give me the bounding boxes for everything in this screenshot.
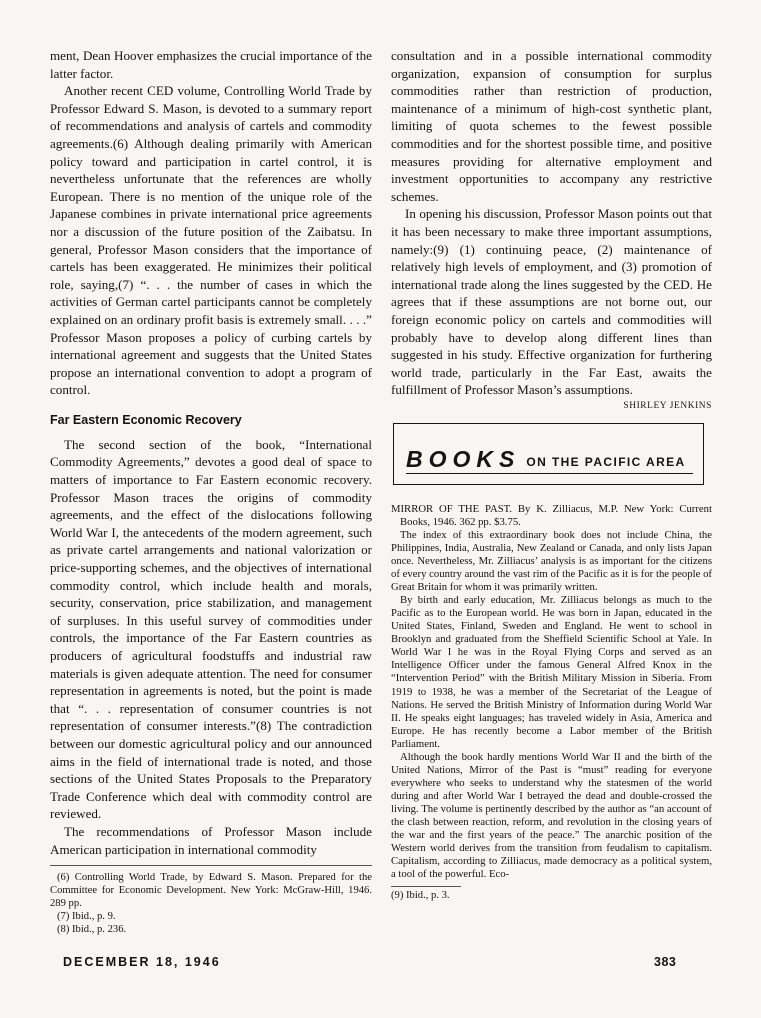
books-banner-inner — [406, 434, 693, 474]
footer-date: DECEMBER 18, 1946 — [63, 955, 221, 969]
footnote-text: (9) Ibid., p. 3. — [391, 890, 450, 902]
left-column — [50, 47, 372, 936]
section-heading: Far Eastern Economic Recovery — [50, 412, 242, 427]
paragraph: ment, Dean Hoover emphasizes the crucial importance of the latter factor. — [50, 48, 372, 81]
footnote-divider — [50, 865, 372, 866]
paragraph: The second section of the book, “International Commodity Agreements,” devotes a good deal of space to matters of importance to Far Eastern economic recovery. Professor Mason traces the origins of commodity agreements, and the effect of the dislocations following World War I, the antecedents of the modern agreement, such as private cartel arrangements and national valorization or price-supporting schemes, and the objectives of international commodity control, which include health and morals, security, conservation, price stabilization, and management of surpluses. In this useful survey of commodities under controls, the importance of the Far Eastern countries as producers of agricultural foodstuffs and industrial raw materials is given adequate attention. The need for consumer representation in agreements is noted, but the point is made that “. . . representation of consumer countries is not representation of consumer interests.”(8) The contradiction between our domestic agricultural policy and our announced aims in the field of international trade is noted, and those sections of the United States Proposals to the Preparatory Trade Conference which deal with commodity control are reviewed. — [50, 436, 372, 822]
paragraph: Another recent CED volume, Controlling World Trade by Professor Edward S. Mason, is devoted to a summary report of recommendations and analysis of cartels and commodity agreements.(6) Although dealing primarily with American policy toward and participation in cartel control, it is nevertheless unfortunate that the references are wholly European. There is no mention of the unique role of the Japanese combines in private international price agreements nor a discussion of the future position of the Zaibatsu. In general, Professor Mason considers that the importance of cartels has been exaggerated. He minimizes their political role, saying,(7) “. . . the number of cases in which the activities of German cartel participants cannot be completely explained on an ordinary profit basis is extremely small. . . .” Professor Mason proposes a policy of curbing cartels by international agreement and suggests that the United States propose an international convention to adopt a program of control. — [50, 83, 372, 398]
books-section-banner — [393, 423, 704, 485]
books-title: BOOKS — [406, 445, 521, 472]
paragraph: In opening his discussion, Professor Mason points out that it has been necessary to make three important assumptions, namely:(9) (1) continuing peace, (2) maintenance of relatively high levels of employment, and (3) promotion of international trade along the lines suggested by the CED. He agrees that if these assumptions are not borne out, our foreign economic policy on cartels and commodities will probably have to develop along different lines than suggested in his study. Effective organization for furthering world trade, particularly in the Far East, awaits the fulfillment of Professor Mason’s assumptions. — [391, 206, 712, 398]
review-paragraph: By birth and early education, Mr. Zilliacus belongs as much to the Pacific as to the European world. He was born in Japan, educated in the United States, Finland, Sweden and England. He went to school in Brooklyn and graduated from the Sheffield Scientific School at Yale. In World War I he was in the Royal Flying Corps and served as an Intelligence Officer under the famous General Alfred Knox in the “Intervention Period” with the British Military Mission in Siberia. From 1919 to 1938, he was a member of the Secretariat of the League of Nations. He served the British Ministry of Information during World War II. He speaks eight languages; has traveled widely in Asia, America and Europe. He has recently become a Labor member of the British Parliament. — [391, 594, 712, 750]
review-header: MIRROR OF THE PAST. By K. Zilliacus, M.P. New York: Current Books, 1946. 362 pp. $3.75. — [391, 502, 712, 528]
review-paragraph: The index of this extraordinary book does not include China, the Philippines, India, Australia, New Zealand or Canada, and only lists Japan once. Nevertheless, Mr. Zilliacus’ analysis is as important for the citizens of every country around the vast rim of the Pacific as it is for the people of Great Britain for whom it was primarily written. — [391, 528, 712, 594]
author-signature: SHIRLEY JENKINS — [623, 400, 712, 411]
right-column — [391, 47, 712, 902]
footnote: (8) Ibid., p. 236. — [57, 924, 127, 936]
books-subtitle: ON THE PACIFIC AREA — [526, 454, 686, 469]
paragraph: consultation and in a possible international commodity organization, expansion of consumption for surplus commodities rather than restriction of production, maintenance of a minimum of high-cost synthetic plant, limiting of quota schemes to the fewest possible commodities and for the shortest possible time, and positive measures providing for alternative employment and investment opportunities to accompany any restrictive schemes. — [391, 48, 712, 204]
review-paragraph: Although the book hardly mentions World War II and the birth of the United Nations, Mirror of the Past is “must” reading for everyone everywhere who seeks to understand why the statesmen of the world during and after World War I betrayed the dead and double-crossed the living. The volume is pertinently described by the author as “an account of the clash between reaction, reform, and revolution in the closing years of the war and the first years of the peace.” The anarchic position of the Western world derives from the transition from feudalism to capitalism. Capitalism, according to Zilliacus, made democracy as a political system, a tool of the powerful. Eco- — [391, 750, 712, 881]
footnote: (7) Ibid., p. 9. — [57, 911, 116, 923]
footnote: (6) Controlling World Trade, by Edward S. Mason. Prepared for the Committee for Economic Development. New York: McGraw-Hill, 1946. 289 pp. — [50, 872, 372, 910]
paragraph: The recommendations of Professor Mason include American participation in international commodity — [50, 823, 372, 857]
page-number: 383 — [654, 955, 677, 969]
footnote — [391, 886, 461, 902]
